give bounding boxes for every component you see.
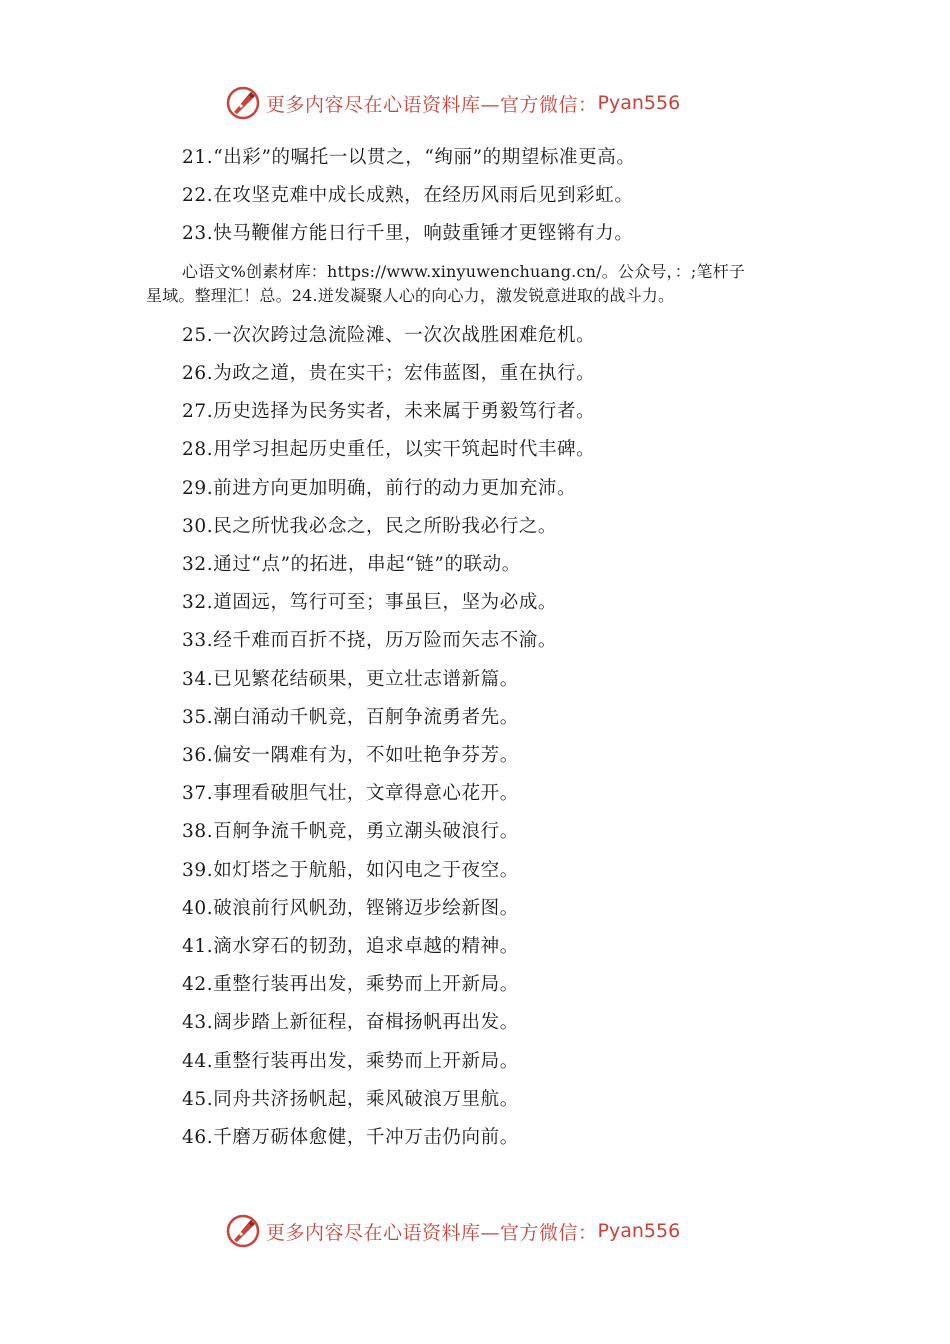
list-item: 46.千磨万砺体愈健，千冲万击仍向前。 bbox=[182, 1127, 519, 1148]
header-wechat-id: Pyan556 bbox=[597, 92, 681, 114]
list-item: 33.经千难而百折不挠，历万险而矢志不渝。 bbox=[182, 630, 558, 651]
list-item: 36.偏安一隅难有为，不如吐艳争芬芳。 bbox=[182, 745, 519, 766]
list-item: 35.潮白涌动千帆竞，百舸争流勇者先。 bbox=[182, 707, 519, 728]
source-notice-line-1: 心语文%创素材库：https://www.xinyuwenchuang.cn/。公众号，：;笔杆子 bbox=[182, 262, 746, 281]
list-item: 32.道固远，笃行可至；事虽巨，坚为必成。 bbox=[182, 592, 558, 613]
list-item: 44.重整行装再出发，乘势而上开新局。 bbox=[182, 1051, 519, 1072]
footer-wechat-id: Pyan556 bbox=[597, 1220, 681, 1242]
list-item: 37.事理看破胆气壮，文章得意心花开。 bbox=[182, 783, 519, 804]
list-item: 28.用学习担起历史重任，以实干筑起时代丰碑。 bbox=[182, 439, 596, 460]
list-item: 34.已见繁花结硕果，更立壮志谱新篇。 bbox=[182, 669, 519, 690]
list-item: 21.“出彩”的嘱托一以贯之，“绚丽”的期望标准更高。 bbox=[182, 147, 636, 168]
list-item: 39.如灯塔之于航船，如闪电之于夜空。 bbox=[182, 860, 519, 881]
list-item: 43.阔步踏上新征程，奋楫扬帆再出发。 bbox=[182, 1012, 519, 1033]
list-item: 26.为政之道，贵在实干；宏伟蓝图，重在执行。 bbox=[182, 363, 596, 384]
list-item: 45.同舟共济扬帆起，乘风破浪万里航。 bbox=[182, 1089, 519, 1110]
list-item: 38.百舸争流千帆竞，勇立潮头破浪行。 bbox=[182, 821, 519, 842]
list-item: 42.重整行装再出发，乘势而上开新局。 bbox=[182, 974, 519, 995]
list-item: 30.民之所忧我必念之，民之所盼我必行之。 bbox=[182, 516, 558, 537]
list-item: 29.前进方向更加明确，前行的动力更加充沛。 bbox=[182, 478, 577, 499]
source-notice bbox=[146, 260, 816, 308]
list-item: 40.破浪前行风帆劲，铿锵迈步绘新图。 bbox=[182, 898, 519, 919]
footer-banner bbox=[226, 1211, 746, 1251]
list-item: 41.滴水穿石的韧劲，追求卓越的精神。 bbox=[182, 936, 519, 957]
list-item: 27.历史选择为民务实者，未来属于勇毅笃行者。 bbox=[182, 401, 596, 422]
header-banner bbox=[226, 83, 746, 123]
list-item: 22.在攻坚克难中成长成熟，在经历风雨后见到彩虹。 bbox=[182, 185, 634, 206]
pen-nib-logo-icon bbox=[226, 86, 260, 120]
pen-nib-logo-icon bbox=[226, 1214, 260, 1248]
list-item: 25.一次次跨过急流险滩、一次次战胜困难危机。 bbox=[182, 325, 596, 346]
header-banner-text: 更多内容尽在心语资料库—官方微信： bbox=[266, 93, 598, 116]
footer-banner-text: 更多内容尽在心语资料库—官方微信： bbox=[266, 1221, 598, 1244]
source-notice-line-2: 星域。整理汇！总。24.迸发凝聚人心的向心力，激发锐意进取的战斗力。 bbox=[146, 286, 675, 305]
list-item: 32.通过“点”的拓进，串起“链”的联动。 bbox=[182, 554, 521, 575]
list-item: 23.快马鞭催方能日行千里，响鼓重锤才更铿锵有力。 bbox=[182, 223, 634, 244]
